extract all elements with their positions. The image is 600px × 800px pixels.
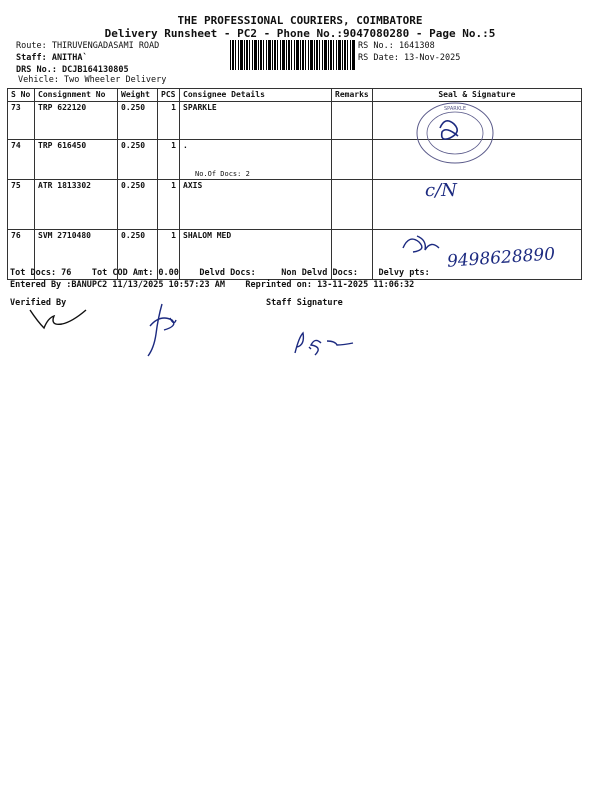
col-remarks: Remarks xyxy=(332,89,373,102)
handwritten-phone: 9498628890 xyxy=(446,244,556,272)
entered-line: Entered By :BANUPC2 11/13/2025 10:57:23 AM Reprinted on: 13-11-2025 11:06:32 xyxy=(10,280,415,290)
staff-initials-signature xyxy=(140,300,190,360)
col-seal: Seal & Signature xyxy=(372,89,581,102)
verified-by-label: Verified By xyxy=(10,298,67,308)
runsheet-subtitle: Delivery Runsheet - PC2 - Phone No.:9047080280 - Page No.:5 xyxy=(104,27,496,40)
svg-text:SPARKLE: SPARKLE xyxy=(444,106,466,112)
staff-signature-label: Staff Signature xyxy=(266,298,343,308)
staff-label: Staff: ANITHA` xyxy=(16,53,88,63)
col-sno: S No xyxy=(8,89,35,102)
table-row: 74 TRP 616450 0.250 1 . No.Of Docs: 2 xyxy=(8,140,582,180)
route-label: Route: THIRUVENGADASAMI ROAD xyxy=(16,41,160,51)
col-consignee: Consignee Details xyxy=(180,89,332,102)
staff-signature xyxy=(285,325,365,360)
table-row: 76 SVM 2710480 0.250 1 SHALOM MED xyxy=(8,230,582,280)
handwritten-note: c/N xyxy=(425,180,457,201)
col-pcs: PCS xyxy=(158,89,180,102)
col-consignment: Consignment No xyxy=(35,89,118,102)
barcode xyxy=(230,40,355,70)
table-row: 73 TRP 622120 0.250 1 SPARKLE xyxy=(8,102,582,140)
table-row: 75 ATR 1813302 0.250 1 AXIS xyxy=(8,180,582,230)
rs-number: RS No.: 1641308 xyxy=(358,41,435,51)
seal-stamp xyxy=(410,98,500,168)
docs-note: No.Of Docs: 2 xyxy=(195,170,250,178)
drs-label: DRS No.: DCJB164130805 xyxy=(16,65,129,75)
verified-signature xyxy=(24,300,94,336)
totals-line: Tot Docs: 76 Tot COD Amt: 0.00 Delvd Docs: Non Delvd Docs: Delvy pts: xyxy=(10,268,430,278)
vehicle-label: Vehicle: Two Wheeler Delivery xyxy=(18,75,167,85)
col-weight: Weight xyxy=(118,89,158,102)
company-title: THE PROFESSIONAL COURIERS, COIMBATORE xyxy=(177,14,423,27)
rs-date: RS Date: 13-Nov-2025 xyxy=(358,53,461,63)
